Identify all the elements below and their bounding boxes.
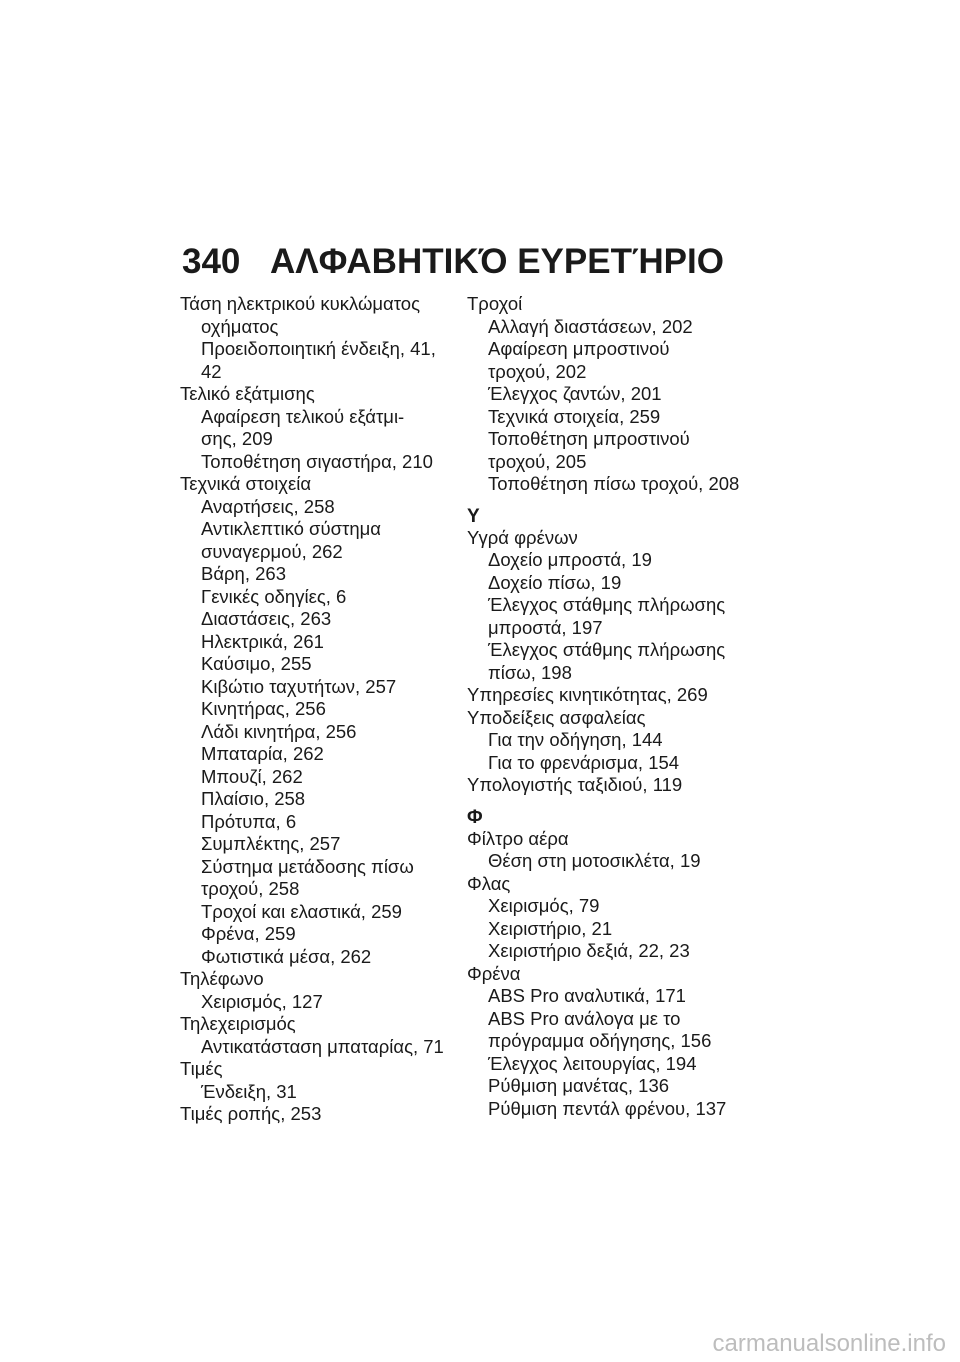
index-subentry: Συμπλέκτης, 257 bbox=[201, 833, 341, 854]
index-entry: Τεχνικά στοιχεία bbox=[180, 473, 312, 494]
index-entry: Τροχοί bbox=[467, 293, 523, 314]
index-subentry: Χειριστήριο, 21 bbox=[488, 917, 613, 939]
index-subentry: Για την οδήγηση, 144 bbox=[488, 729, 663, 750]
index-subentry: τροχού, 202 bbox=[488, 360, 587, 382]
index-subentry: Έλεγχος στάθμης πλήρωσης bbox=[488, 639, 726, 660]
index-subentry: Φρένα, 259 bbox=[201, 923, 296, 944]
index-subentry: πρόγραμμα οδήγησης, 156 bbox=[488, 1030, 712, 1051]
index-subentry: Πρότυπα, 6 bbox=[201, 810, 297, 832]
index-subentry: Τοποθέτηση μπροστινού bbox=[488, 428, 690, 449]
index-subentry: συναγερμού, 262 bbox=[201, 540, 343, 562]
index-letter-heading: Φ bbox=[467, 806, 483, 828]
index-subentry: Αφαίρεση τελικού εξάτμι- bbox=[201, 405, 405, 427]
index-subentry: οχήματος bbox=[201, 315, 279, 337]
index-subentry: Ρύθμιση μανέτας, 136 bbox=[488, 1075, 670, 1096]
index-entry: Τάση ηλεκτρικού κυκλώματος bbox=[180, 293, 420, 314]
index-subentry: Τοποθέτηση σιγαστήρα, 210 bbox=[201, 450, 433, 472]
index-subentry: Αλλαγή διαστάσεων, 202 bbox=[488, 315, 693, 337]
index-subentry: πίσω, 198 bbox=[488, 661, 572, 683]
index-subentry: μπροστά, 197 bbox=[488, 616, 603, 638]
index-subentry: Έλεγχος στάθμης πλήρωσης bbox=[488, 594, 726, 615]
index-subentry: Τεχνικά στοιχεία, 259 bbox=[488, 405, 661, 427]
index-subentry: Διαστάσεις, 263 bbox=[201, 608, 332, 629]
index-entry: Τιμές ροπής, 253 bbox=[180, 1103, 322, 1124]
index-entry: Υπολογιστής ταξιδιού, 119 bbox=[467, 774, 683, 795]
index-subentry: Αντικλεπτικό σύστημα bbox=[201, 518, 381, 539]
index-subentry: Δοχείο πίσω, 19 bbox=[488, 571, 622, 593]
page-number: 340 bbox=[182, 242, 241, 281]
index-entry: Τιμές bbox=[180, 1058, 223, 1079]
watermark: carmanualsonline.info bbox=[712, 1330, 946, 1357]
index-subentry: Χειρισμός, 127 bbox=[201, 990, 323, 1012]
index-entry: Φλας bbox=[467, 872, 511, 894]
index-column-right bbox=[467, 293, 767, 1120]
index-subentry: τροχού, 258 bbox=[201, 878, 300, 899]
index-subentry: 42 bbox=[201, 360, 222, 382]
index-subentry: Ρύθμιση πεντάλ φρένου, 137 bbox=[488, 1097, 727, 1119]
index-subentry: Έλεγχος ζαντών, 201 bbox=[488, 383, 662, 404]
index-subentry: Ένδειξη, 31 bbox=[201, 1080, 297, 1102]
index-subentry: Μπαταρία, 262 bbox=[201, 743, 324, 764]
index-subentry: Δοχείο μπροστά, 19 bbox=[488, 549, 652, 570]
index-entry: Υγρά φρένων bbox=[467, 526, 578, 548]
index-subentry: Μπουζί, 262 bbox=[201, 765, 303, 787]
index-subentry: Κιβώτιο ταχυτήτων, 257 bbox=[201, 675, 397, 697]
index-subentry: Έλεγχος λειτουργίας, 194 bbox=[488, 1052, 697, 1074]
index-subentry: Πλαίσιο, 258 bbox=[201, 788, 306, 809]
index-subentry: Γενικές οδηγίες, 6 bbox=[201, 585, 347, 607]
index-subentry: Αντικατάσταση μπαταρίας, 71 bbox=[201, 1035, 444, 1057]
index-subentry: τροχού, 205 bbox=[488, 450, 587, 472]
index-subentry: Για το φρενάρισμα, 154 bbox=[488, 751, 680, 773]
index-subentry: Αφαίρεση μπροστινού bbox=[488, 338, 670, 359]
index-subentry: Χειριστήριο δεξιά, 22, 23 bbox=[488, 940, 690, 961]
index-subentry: Κινητήρας, 256 bbox=[201, 698, 326, 719]
index-subentry: Τοποθέτηση πίσω τροχού, 208 bbox=[488, 473, 740, 494]
index-subentry: σης, 209 bbox=[201, 428, 273, 449]
index-subentry: Τροχοί και ελαστικά, 259 bbox=[201, 900, 402, 922]
index-subentry: Ηλεκτρικά, 261 bbox=[201, 630, 324, 652]
index-subentry: Φωτιστικά μέσα, 262 bbox=[201, 945, 372, 967]
index-entry: Υποδείξεις ασφαλείας bbox=[467, 706, 646, 728]
index-subentry: Καύσιμο, 255 bbox=[201, 653, 312, 674]
index-subentry: ABS Pro ανάλογα με το bbox=[488, 1007, 681, 1029]
index-subentry: Αναρτήσεις, 258 bbox=[201, 495, 335, 517]
index-letter-heading: Υ bbox=[467, 505, 480, 527]
index-entry: Υπηρεσίες κινητικότητας, 269 bbox=[467, 684, 708, 705]
index-subentry: Βάρη, 263 bbox=[201, 563, 286, 584]
index-subentry: Σύστημα μετάδοσης πίσω bbox=[201, 855, 414, 877]
index-entry: Τελικό εξάτμισης bbox=[180, 383, 315, 404]
index-subentry: Προειδοποιητική ένδειξη, 41, bbox=[201, 338, 436, 359]
page-header bbox=[182, 242, 724, 282]
index-subentry: Χειρισμός, 79 bbox=[488, 895, 600, 916]
page-title: ΑΛΦΑΒΗΤΙΚΌ ΕΥΡΕΤΉΡΙΟ bbox=[270, 242, 724, 281]
index-entry: Τηλέφωνο bbox=[180, 968, 264, 989]
index-entry: Τηλεχειρισμός bbox=[180, 1013, 296, 1034]
index-entry: Φρένα bbox=[467, 962, 521, 984]
index-subentry: Λάδι κινητήρα, 256 bbox=[201, 720, 357, 742]
index-subentry: ABS Pro αναλυτικά, 171 bbox=[488, 985, 686, 1006]
index-column-left bbox=[180, 293, 460, 1126]
index-subentry: Θέση στη μοτοσικλέτα, 19 bbox=[488, 850, 701, 871]
index-entry: Φίλτρο αέρα bbox=[467, 827, 569, 849]
